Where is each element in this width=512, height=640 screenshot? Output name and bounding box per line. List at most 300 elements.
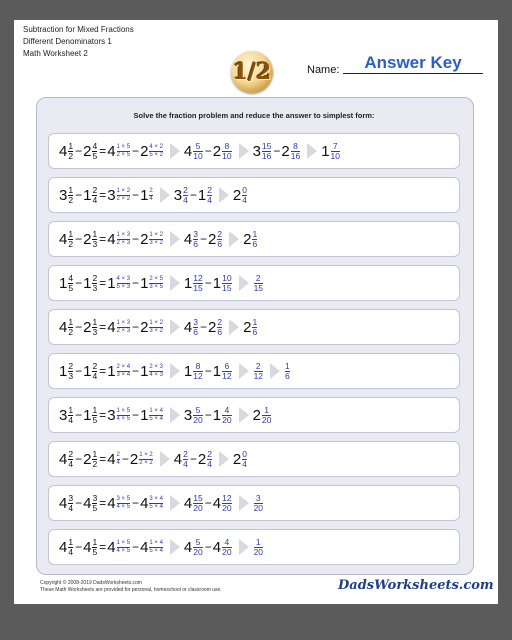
instructions: Solve the fraction problem and reduce the answer to simplest form:	[133, 111, 375, 120]
mixed-number-converted	[107, 496, 131, 511]
whole-part: 1	[140, 186, 149, 204]
mixed-number	[213, 274, 233, 293]
step-arrow	[160, 451, 170, 467]
whole-part: 2	[83, 230, 92, 248]
whole-part: 1	[212, 406, 222, 424]
step-arrow	[239, 407, 249, 423]
numerator: 15	[261, 140, 272, 151]
whole-part: 1	[83, 186, 92, 204]
step-arrow	[239, 539, 249, 555]
mixed-number	[184, 230, 199, 249]
denominator: 5	[92, 414, 98, 425]
half-fraction-logo	[231, 51, 273, 93]
mixed-number-converted	[107, 232, 131, 247]
denominator: 10	[193, 150, 203, 161]
fraction	[117, 408, 131, 423]
denominator: 3 × 5	[149, 283, 163, 290]
fraction	[92, 230, 97, 249]
fraction	[285, 362, 290, 381]
minus-sign: −	[132, 188, 140, 202]
fraction	[117, 496, 131, 511]
whole-part: 2	[243, 230, 252, 248]
denominator: 12	[193, 370, 203, 381]
fraction	[242, 186, 247, 205]
denominator: 5	[92, 546, 98, 557]
whole-part: 2	[232, 450, 242, 468]
mixed-number	[59, 318, 74, 337]
whole-part: 3	[183, 406, 193, 424]
denominator: 5	[92, 150, 98, 161]
step-arrow	[170, 495, 180, 511]
mixed-number-converted	[107, 320, 131, 335]
minus-sign: −	[132, 364, 140, 378]
denominator: 5 × 4	[149, 503, 163, 510]
fraction	[117, 320, 131, 335]
denominator: 2 × 2	[139, 459, 153, 466]
minus-sign: −	[200, 232, 208, 246]
whole-part: 4	[183, 142, 193, 160]
fraction	[68, 142, 73, 161]
step-arrow	[170, 231, 180, 247]
fraction	[92, 406, 97, 425]
step-arrow	[239, 363, 249, 379]
step-arrow	[229, 231, 239, 247]
fraction	[254, 538, 263, 557]
mixed-number	[184, 406, 204, 425]
fraction	[68, 186, 73, 205]
denominator: 5	[68, 282, 74, 293]
denominator: 2	[92, 458, 98, 469]
whole-part: 4	[83, 538, 92, 556]
step-arrow	[229, 319, 239, 335]
mixed-number	[184, 494, 204, 513]
fraction	[207, 186, 212, 205]
whole-part: 4	[173, 450, 183, 468]
mixed-number-converted	[130, 452, 154, 467]
problem-row	[48, 309, 460, 345]
problem-row	[48, 133, 460, 169]
minus-sign: −	[75, 232, 83, 246]
mixed-number-converted	[140, 232, 164, 247]
denominator: 5	[92, 502, 98, 513]
mixed-number	[59, 450, 74, 469]
denominator: 4	[149, 195, 153, 202]
equals-sign: =	[99, 540, 107, 554]
mixed-number-converted	[140, 320, 164, 335]
whole-part: 2	[243, 318, 252, 336]
whole-part: 2	[252, 406, 261, 424]
denominator: 2 × 5	[116, 151, 131, 158]
whole-part: 2	[208, 230, 217, 248]
minus-sign: −	[132, 276, 140, 290]
whole-part: 1	[83, 362, 92, 380]
numerator: 1 × 4	[149, 407, 163, 414]
denominator: 2	[68, 326, 74, 337]
minus-sign: −	[273, 144, 281, 158]
numerator: 1	[252, 228, 258, 239]
denominator: 4	[242, 194, 247, 205]
numerator: 7	[332, 140, 338, 151]
whole-part: 2	[208, 318, 217, 336]
denominator: 2	[68, 194, 74, 205]
equals-sign: =	[99, 364, 107, 378]
numerator: 4	[224, 404, 230, 415]
fraction	[331, 142, 340, 161]
numerator: 3 × 5	[116, 495, 131, 502]
numerator: 2	[255, 360, 261, 371]
whole-part: 2	[197, 450, 207, 468]
mixed-number-converted	[107, 276, 131, 291]
denominator: 4	[242, 458, 247, 469]
numerator: 3	[68, 492, 74, 503]
problem-row	[48, 353, 460, 389]
denominator: 3	[92, 238, 98, 249]
whole-part: 2	[232, 186, 242, 204]
mixed-number	[59, 538, 74, 557]
minus-sign: −	[75, 540, 83, 554]
denominator: 20	[253, 546, 264, 557]
whole-part: 1	[183, 362, 193, 380]
fraction	[117, 540, 131, 555]
denominator: 4 × 5	[116, 415, 131, 422]
denominator: 6	[217, 238, 223, 249]
minus-sign: −	[132, 408, 140, 422]
whole-part: 4	[183, 318, 193, 336]
fraction	[193, 142, 202, 161]
equals-sign: =	[99, 408, 107, 422]
fraction	[193, 318, 198, 337]
mixed-number	[208, 318, 223, 337]
mixed-number	[184, 538, 204, 557]
fraction	[217, 230, 222, 249]
step-arrow	[170, 143, 180, 159]
fraction	[262, 406, 271, 425]
minus-sign: −	[204, 364, 212, 378]
fraction	[183, 450, 188, 469]
mixed-number	[213, 406, 233, 425]
fraction	[139, 452, 153, 467]
whole-part: 3	[59, 406, 68, 424]
denominator: 5 × 4	[149, 547, 163, 554]
numerator: 4	[224, 536, 230, 547]
numerator: 3 × 4	[149, 495, 163, 502]
fraction	[149, 232, 163, 247]
mixed-number	[208, 230, 223, 249]
denominator: 4	[68, 502, 74, 513]
numerator: 5	[195, 140, 201, 151]
denominator: 4	[68, 414, 74, 425]
numerator: 2	[217, 316, 223, 327]
numerator: 2 × 5	[149, 275, 163, 282]
fraction	[68, 406, 73, 425]
mixed-number	[253, 406, 273, 425]
numerator: 2	[207, 448, 212, 459]
minus-sign: −	[75, 364, 83, 378]
fraction	[92, 142, 97, 161]
fraction	[68, 318, 73, 337]
worksheet-header	[23, 24, 134, 60]
name-label: Name:	[307, 64, 340, 76]
whole-part: 4	[107, 450, 116, 468]
mixed-number-converted	[140, 144, 164, 159]
whole-part: 4	[107, 318, 116, 336]
denominator: 6	[193, 326, 198, 337]
mixed-number	[184, 142, 204, 161]
denominator: 15	[222, 282, 232, 293]
mixed-number-converted	[107, 452, 121, 467]
denominator: 20	[222, 414, 232, 425]
fraction	[117, 144, 131, 159]
whole-part: 1	[140, 406, 149, 424]
minus-sign: −	[75, 408, 83, 422]
denominator: 4	[183, 194, 188, 205]
mixed-number	[253, 494, 264, 513]
mixed-number	[59, 186, 74, 205]
mixed-number	[83, 274, 98, 293]
minus-sign: −	[75, 144, 83, 158]
equals-sign: =	[99, 232, 107, 246]
denominator: 5 × 3	[116, 283, 131, 290]
fraction	[92, 186, 97, 205]
numerator: 1	[68, 404, 74, 415]
denominator: 20	[261, 414, 272, 425]
mixed-number	[184, 274, 204, 293]
step-arrow	[270, 363, 280, 379]
numerator: 2	[92, 360, 98, 371]
whole-part: 4	[107, 494, 116, 512]
mixed-number	[233, 186, 248, 205]
fraction	[68, 450, 73, 469]
whole-part: 4	[212, 494, 222, 512]
whole-part: 4	[140, 538, 149, 556]
mixed-number	[213, 538, 233, 557]
whole-part: 1	[107, 362, 116, 380]
fraction	[92, 494, 97, 513]
numerator: 10	[222, 272, 232, 283]
fraction	[193, 494, 202, 513]
whole-part: 1	[197, 186, 207, 204]
mixed-number	[253, 142, 273, 161]
mixed-number	[253, 362, 264, 381]
whole-part: 1	[212, 274, 222, 292]
fraction	[222, 406, 231, 425]
denominator: 4	[92, 194, 98, 205]
minus-sign: −	[204, 496, 212, 510]
mixed-number	[83, 538, 98, 557]
fraction	[117, 232, 131, 247]
fraction	[92, 538, 97, 557]
denominator: 6	[285, 370, 290, 381]
numerator: 1	[68, 140, 74, 151]
whole-part: 2	[129, 450, 139, 468]
numerator: 1 × 2	[139, 451, 153, 458]
numerator: 1	[285, 360, 290, 371]
whole-part: 3	[252, 142, 261, 160]
fraction	[149, 364, 163, 379]
fraction	[68, 494, 73, 513]
fraction	[149, 540, 163, 555]
mixed-number	[174, 186, 189, 205]
denominator: 6	[193, 238, 198, 249]
fraction	[68, 538, 73, 557]
mixed-number	[59, 494, 74, 513]
numerator: 3	[255, 492, 261, 503]
numerator: 2	[92, 272, 98, 283]
fraction	[149, 188, 152, 203]
fraction	[217, 318, 222, 337]
copyright-text: Copyright © 2008-2019 DadsWorksheets.com	[40, 580, 142, 586]
whole-part: 3	[59, 186, 68, 204]
numerator: 2	[149, 187, 153, 194]
denominator: 4	[207, 458, 212, 469]
numerator: 1	[92, 448, 98, 459]
numerator: 1	[92, 316, 98, 327]
fraction	[183, 186, 188, 205]
numerator: 4 × 2	[149, 143, 163, 150]
worksheet-subtitle: Different Denominators 1	[23, 37, 112, 46]
whole-part: 4	[107, 538, 116, 556]
whole-part: 4	[107, 142, 116, 160]
numerator: 15	[193, 492, 203, 503]
whole-part: 1	[321, 142, 330, 160]
whole-part: 2	[140, 142, 149, 160]
fraction	[149, 276, 163, 291]
mixed-number-converted	[107, 540, 131, 555]
mixed-number	[59, 406, 74, 425]
fraction	[92, 318, 97, 337]
minus-sign: −	[204, 540, 212, 554]
equals-sign: =	[99, 320, 107, 334]
minus-sign: −	[75, 496, 83, 510]
equals-sign: =	[99, 188, 107, 202]
fraction	[193, 230, 198, 249]
brand-logo: DadsWorksheets.com	[338, 578, 494, 593]
minus-sign: −	[132, 496, 140, 510]
worksheet-number: Math Worksheet 2	[23, 49, 88, 58]
mixed-number	[253, 274, 264, 293]
fraction	[92, 362, 97, 381]
whole-part: 1	[183, 274, 193, 292]
fraction	[117, 452, 120, 467]
name-field-value: Answer Key	[343, 51, 483, 74]
minus-sign: −	[75, 320, 83, 334]
denominator: 2	[68, 238, 74, 249]
minus-sign: −	[75, 452, 83, 466]
denominator: 12	[253, 370, 264, 381]
whole-part: 2	[281, 142, 290, 160]
mixed-number	[184, 362, 204, 381]
step-arrow	[170, 363, 180, 379]
whole-part: 4	[59, 318, 68, 336]
numerator: 5	[195, 404, 201, 415]
equals-sign: =	[99, 452, 107, 466]
numerator: 1	[92, 536, 98, 547]
numerator: 2	[68, 448, 74, 459]
fraction	[252, 318, 257, 337]
numerator: 3	[193, 228, 198, 239]
denominator: 2	[68, 150, 74, 161]
mixed-number	[243, 230, 258, 249]
numerator: 2	[183, 448, 188, 459]
mixed-number	[83, 450, 98, 469]
numerator: 0	[242, 184, 247, 195]
fraction	[254, 362, 263, 381]
denominator: 4	[183, 458, 188, 469]
numerator: 2	[255, 272, 261, 283]
mixed-number	[59, 230, 74, 249]
minus-sign: −	[132, 232, 140, 246]
numerator: 1	[68, 316, 74, 327]
numerator: 4	[92, 140, 98, 151]
fraction	[222, 538, 231, 557]
denominator: 15	[193, 282, 203, 293]
denominator: 4 × 5	[116, 547, 131, 554]
mixed-number	[83, 362, 98, 381]
whole-part: 1	[107, 274, 116, 292]
mixed-number-converted	[140, 540, 164, 555]
whole-part: 3	[107, 406, 116, 424]
numerator: 1 × 3	[116, 231, 131, 238]
denominator: 4	[116, 459, 120, 466]
denominator: 20	[222, 546, 232, 557]
step-arrow	[160, 187, 170, 203]
whole-part: 4	[183, 230, 193, 248]
denominator: 6	[217, 326, 223, 337]
numerator: 1	[92, 404, 98, 415]
mixed-number	[83, 186, 98, 205]
numerator: 1 × 4	[149, 539, 163, 546]
denominator: 3 × 2	[149, 327, 163, 334]
fraction	[193, 274, 202, 293]
mixed-number-converted	[140, 364, 164, 379]
numerator: 6	[224, 360, 230, 371]
usage-note: These Math Worksheets are provided for personal, homeschool or classroom use.	[40, 587, 222, 593]
whole-part: 4	[83, 494, 92, 512]
whole-part: 1	[59, 362, 68, 380]
logo-text: 1/2	[232, 59, 272, 85]
mixed-number-converted	[107, 188, 131, 203]
minus-sign: −	[204, 408, 212, 422]
fraction	[149, 496, 163, 511]
fraction	[92, 450, 97, 469]
whole-part: 2	[212, 142, 222, 160]
whole-part: 4	[59, 494, 68, 512]
minus-sign: −	[121, 452, 129, 466]
denominator: 5 × 4	[149, 415, 163, 422]
mixed-number	[243, 318, 258, 337]
problem-row	[48, 177, 460, 213]
numerator: 5	[195, 536, 201, 547]
mixed-number-converted	[107, 364, 131, 379]
numerator: 8	[195, 360, 201, 371]
mixed-number	[253, 538, 264, 557]
fraction	[68, 274, 73, 293]
fraction	[149, 144, 163, 159]
problem-row	[48, 441, 460, 477]
numerator: 2 × 3	[149, 363, 163, 370]
fraction	[117, 276, 131, 291]
step-arrow	[170, 539, 180, 555]
denominator: 4	[68, 458, 74, 469]
minus-sign: −	[75, 188, 83, 202]
denominator: 20	[193, 546, 203, 557]
denominator: 4	[92, 370, 98, 381]
numerator: 1 × 5	[116, 143, 131, 150]
whole-part: 4	[183, 538, 193, 556]
numerator: 2	[207, 184, 212, 195]
denominator: 15	[253, 282, 264, 293]
denominator: 4 × 5	[116, 503, 131, 510]
